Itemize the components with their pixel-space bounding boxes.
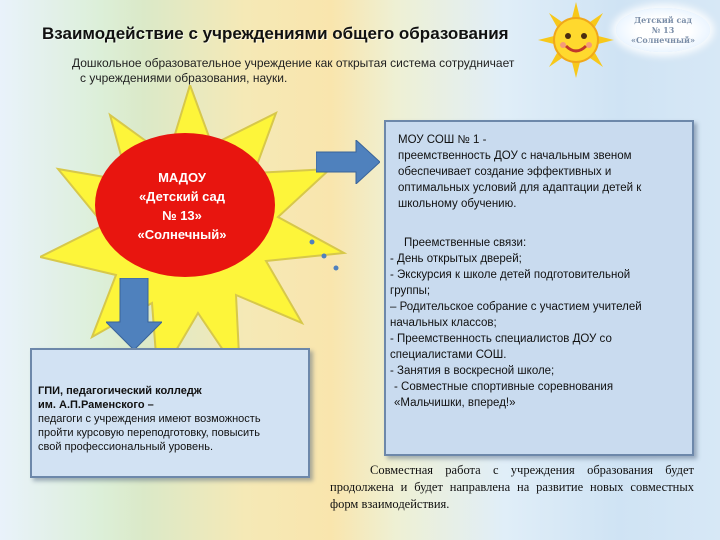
- center-label: [112, 168, 252, 244]
- sun-logo-icon: [536, 0, 616, 80]
- arrow-down-icon: [106, 278, 162, 350]
- left-box-text: педагоги с учреждения имеют возможность: [38, 413, 261, 425]
- left-box-text: пройти курсовую переподготовку, повысить: [38, 427, 260, 439]
- center-line: «Солнечный»: [137, 227, 227, 242]
- subtitle-line: с учреждениями образования, науки.: [80, 71, 288, 85]
- center-line: № 13»: [162, 208, 202, 223]
- conclusion-text: Совместная работа с учреждения образования будет продолжена и будет направлена на развитие новых совместных форм взаимодействия.: [330, 463, 694, 511]
- links-item: «Мальчишки, вперед!»: [394, 397, 516, 409]
- links-item: - Преемственность специалистов ДОУ со: [390, 333, 612, 345]
- mou-line: преемственность ДОУ с начальным звеном: [398, 150, 632, 162]
- subtitle-line: Дошкольное образовательное учреждение как открытая система сотрудничает: [72, 56, 515, 70]
- mou-line: школьному обучению.: [398, 198, 517, 210]
- continuity-links-list: [390, 235, 686, 411]
- kindergarten-logo-badge: [616, 8, 710, 52]
- left-info-box: [30, 348, 310, 478]
- left-box-heading: им. А.П.Раменского –: [38, 399, 154, 411]
- page-title: Взаимодействие с учреждениями общего образования: [42, 24, 509, 43]
- links-item: - Экскурсия к школе детей подготовительной: [390, 269, 631, 281]
- links-item: начальных классов;: [390, 317, 497, 329]
- school-partnership-text: [398, 132, 688, 212]
- mou-line: МОУ СОШ № 1 -: [398, 134, 487, 146]
- links-heading: Преемственные связи:: [404, 237, 527, 249]
- links-item: специалистами СОШ.: [390, 349, 507, 361]
- page-subtitle: [72, 56, 592, 86]
- logo-text: Детский сад: [634, 15, 692, 25]
- decorative-dots: [306, 236, 346, 276]
- links-item: – Родительское собрание с участием учителей: [390, 301, 642, 313]
- left-box-text: свой профессиональный уровень.: [38, 441, 213, 453]
- logo-text: «Солнечный»: [631, 35, 695, 45]
- mou-line: обеспечивает создание эффективных и: [398, 166, 612, 178]
- center-line: МАДОУ: [158, 170, 206, 185]
- links-item: группы;: [390, 285, 431, 297]
- links-item: - Совместные спортивные соревнования: [394, 381, 614, 393]
- mou-line: оптимальных условий для адаптации детей к: [398, 182, 642, 194]
- links-item: - День открытых дверей;: [390, 253, 522, 265]
- logo-text: № 13: [651, 25, 675, 35]
- left-box-heading: ГПИ, педагогический колледж: [38, 385, 202, 397]
- arrow-right-icon: [316, 140, 380, 184]
- center-line: «Детский сад: [138, 189, 226, 204]
- links-item: - Занятия в воскресной школе;: [390, 365, 555, 377]
